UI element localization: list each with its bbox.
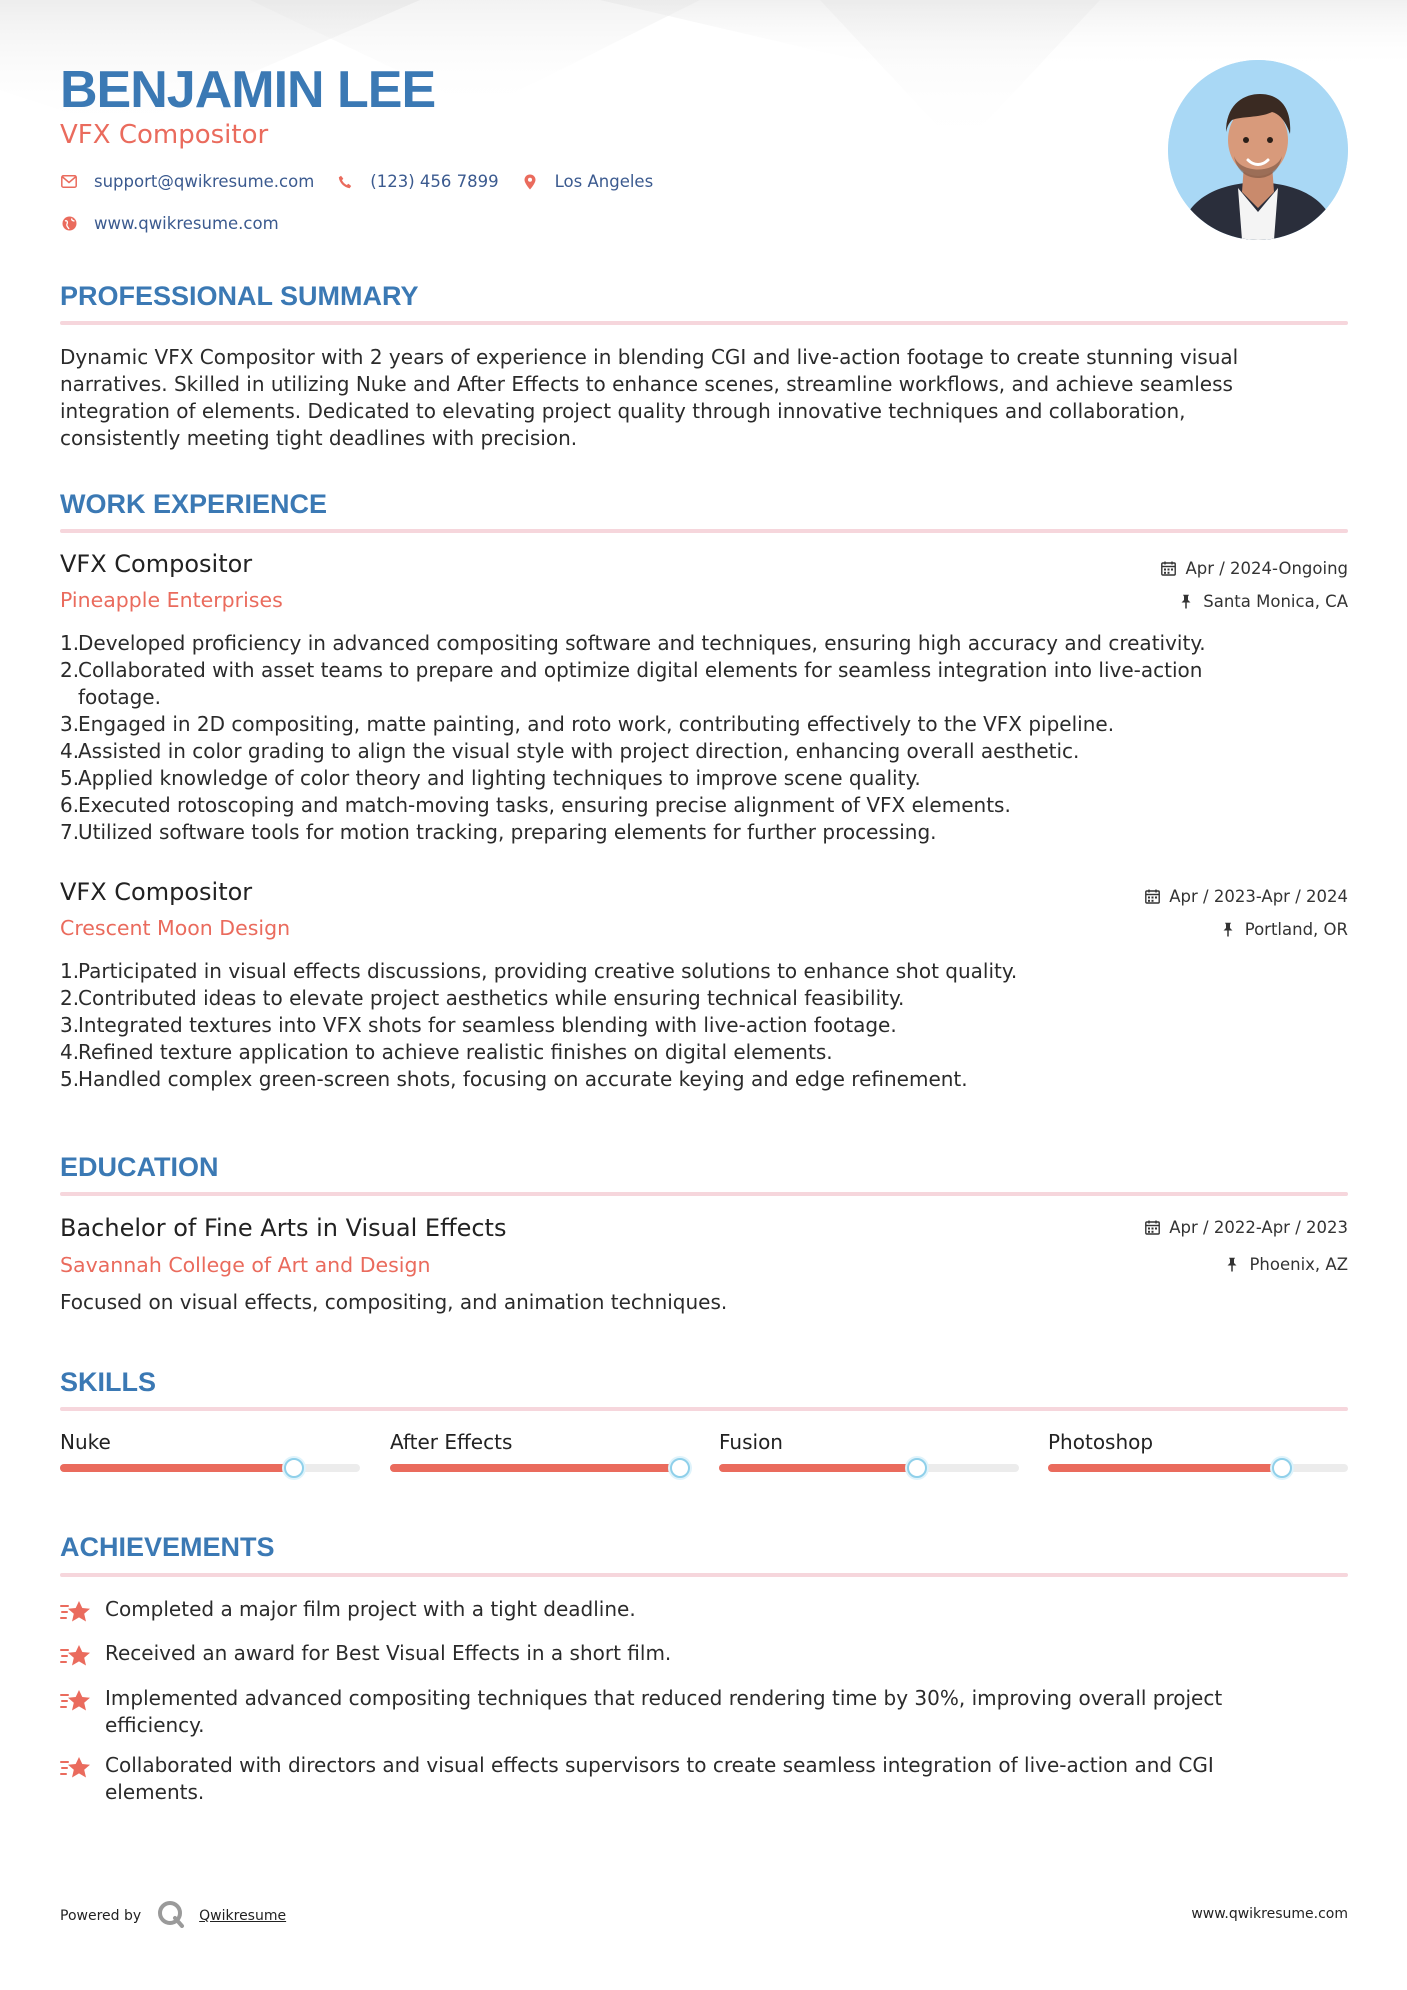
list-item <box>60 819 1348 846</box>
pushpin-icon <box>1225 1257 1241 1273</box>
skill-level-handle[interactable] <box>284 1458 304 1478</box>
education-heading: EDUCATION <box>60 1152 219 1182</box>
achievement-item <box>60 1640 1348 1676</box>
job-location-text: Santa Monica, CA <box>1203 592 1348 611</box>
pushpin-icon <box>1221 922 1237 938</box>
job-dates-text: Apr / 2023-Apr / 2024 <box>1169 887 1348 906</box>
achievements-divider <box>60 1573 1348 1577</box>
candidate-title: VFX Compositor <box>60 120 269 150</box>
contact-phone-text: (123) 456 7899 <box>370 172 499 191</box>
list-item <box>60 711 1348 738</box>
list-item-number: 5. <box>60 766 80 790</box>
pushpin-icon <box>1179 594 1195 610</box>
qwikresume-link[interactable]: Qwikresume <box>199 1908 287 1924</box>
contact-location-text: Los Angeles <box>554 172 654 191</box>
achievement-text: Completed a major film project with a tight deadline. <box>105 1597 636 1621</box>
list-item-number: 3. <box>60 712 80 736</box>
profile-photo <box>1168 60 1348 240</box>
skill-level-track <box>1048 1464 1348 1472</box>
phone-icon <box>336 173 354 191</box>
list-item-text: Contributed ideas to elevate project aesthetics while ensuring technical feasibility. <box>78 986 905 1010</box>
skill-level-fill <box>1048 1464 1282 1472</box>
job-duties-list <box>60 958 1348 1093</box>
footer-powered-by <box>60 1900 286 1932</box>
summary-line: consistently meeting tight deadlines with precision. <box>60 426 578 450</box>
contact-row-secondary <box>60 214 301 233</box>
skill-name: Fusion <box>719 1430 783 1454</box>
list-item-text: Applied knowledge of color theory and lighting techniques to improve scene quality. <box>78 766 921 790</box>
calendar-icon <box>1145 1220 1161 1236</box>
job-location <box>1221 920 1348 939</box>
list-item-number: 2. <box>60 658 80 682</box>
skill-item <box>1048 1430 1348 1472</box>
star-award-icon <box>60 1685 92 1739</box>
list-item-text: Participated in visual effects discussions, providing creative solutions to enhance shot quality. <box>78 959 1018 983</box>
skills-divider <box>60 1407 1348 1411</box>
achievement-text: efficiency. <box>105 1713 205 1737</box>
list-item <box>60 1039 1348 1066</box>
job-dates-text: Apr / 2024-Ongoing <box>1185 559 1348 578</box>
achievement-text: Collaborated with directors and visual effects supervisors to create seamless integration of live-action and CGI <box>105 1753 1214 1777</box>
skill-name: Nuke <box>60 1430 111 1454</box>
achievement-item <box>60 1752 1348 1806</box>
list-item-number: 2. <box>60 986 80 1010</box>
list-item-text: Executed rotoscoping and match-moving tasks, ensuring precise alignment of VFX elements. <box>78 793 1011 817</box>
job-company: Crescent Moon Design <box>60 916 291 940</box>
list-item-number: 6. <box>60 793 80 817</box>
list-item-text: Assisted in color grading to align the visual style with project direction, enhancing overall aesthetic. <box>78 739 1080 763</box>
job-title: VFX Compositor <box>60 550 253 578</box>
education-location <box>1225 1255 1348 1274</box>
skill-name: Photoshop <box>1048 1430 1154 1454</box>
job-dates <box>1161 559 1348 578</box>
job-company: Pineapple Enterprises <box>60 588 283 612</box>
achievement-text: elements. <box>105 1780 205 1804</box>
skills-heading: SKILLS <box>60 1367 157 1397</box>
list-item-number: 5. <box>60 1067 80 1091</box>
list-item-text: Utilized software tools for motion tracking, preparing elements for further processing. <box>78 820 937 844</box>
education-dates-text: Apr / 2022-Apr / 2023 <box>1169 1218 1348 1237</box>
list-item-number: 7. <box>60 820 80 844</box>
list-item-text: Developed proficiency in advanced compositing software and techniques, ensuring high accuracy and creativity. <box>78 631 1206 655</box>
education-divider <box>60 1192 1348 1196</box>
calendar-icon <box>1145 889 1161 905</box>
job-location-text: Portland, OR <box>1244 920 1348 939</box>
calendar-icon <box>1161 561 1177 577</box>
star-award-icon <box>60 1640 92 1676</box>
achievements-heading: ACHIEVEMENTS <box>60 1532 275 1562</box>
job-title: VFX Compositor <box>60 878 253 906</box>
experience-heading: WORK EXPERIENCE <box>60 489 328 519</box>
list-item <box>60 630 1348 657</box>
education-description: Focused on visual effects, compositing, and animation techniques. <box>60 1290 728 1314</box>
skill-level-track <box>60 1464 360 1472</box>
globe-icon <box>60 215 78 233</box>
list-item-text: footage. <box>78 685 161 709</box>
list-item-text: Handled complex green-screen shots, focusing on accurate keying and edge refinement. <box>78 1067 968 1091</box>
job-dates <box>1145 887 1348 906</box>
skill-level-fill <box>719 1464 917 1472</box>
map-pin-icon <box>521 173 539 191</box>
summary-text <box>60 344 1348 452</box>
list-item <box>60 738 1348 765</box>
list-item <box>60 1012 1348 1039</box>
education-dates <box>1145 1218 1348 1237</box>
star-award-icon <box>60 1596 92 1632</box>
education-location-text: Phoenix, AZ <box>1249 1255 1348 1274</box>
skill-name: After Effects <box>390 1430 513 1454</box>
summary-divider <box>60 321 1348 325</box>
list-item <box>60 985 1348 1012</box>
skill-level-handle[interactable] <box>907 1458 927 1478</box>
skill-level-track <box>390 1464 690 1472</box>
contact-website-text: www.qwikresume.com <box>94 214 279 233</box>
summary-line: narratives. Skilled in utilizing Nuke and After Effects to enhance scenes, streamline workflows, and achieve seamless <box>60 372 1233 396</box>
list-item-number: 4. <box>60 1040 80 1064</box>
list-item-number: 1. <box>60 959 80 983</box>
skill-level-track <box>719 1464 1019 1472</box>
list-item-text: Integrated textures into VFX shots for seamless blending with live-action footage. <box>78 1013 897 1037</box>
education-degree: Bachelor of Fine Arts in Visual Effects <box>60 1214 507 1242</box>
qwikresume-logo-icon <box>157 1900 185 1932</box>
summary-line: integration of elements. Dedicated to elevating project quality through innovative techniques and collaboration, <box>60 399 1186 423</box>
envelope-icon <box>60 173 78 191</box>
list-item <box>60 1066 1348 1093</box>
list-item <box>60 792 1348 819</box>
contact-location <box>521 172 654 191</box>
list-item-text: Refined texture application to achieve realistic finishes on digital elements. <box>78 1040 833 1064</box>
contact-phone[interactable] <box>336 172 498 191</box>
contact-email[interactable] <box>60 172 314 191</box>
candidate-name: BENJAMIN LEE <box>60 61 436 119</box>
powered-by-label: Powered by <box>60 1908 142 1924</box>
list-item <box>60 958 1348 985</box>
job-duties-list <box>60 630 1348 846</box>
summary-heading: PROFESSIONAL SUMMARY <box>60 281 419 311</box>
list-item <box>60 765 1348 792</box>
contact-website[interactable] <box>60 214 279 233</box>
achievement-item <box>60 1685 1348 1739</box>
footer-website[interactable]: www.qwikresume.com <box>1191 1906 1348 1922</box>
list-item <box>60 657 1348 711</box>
skill-level-handle[interactable] <box>670 1458 690 1478</box>
list-item-number: 4. <box>60 739 80 763</box>
skill-item <box>60 1430 360 1472</box>
experience-divider <box>60 529 1348 533</box>
skill-item <box>390 1430 690 1472</box>
achievement-item <box>60 1596 1348 1632</box>
education-school: Savannah College of Art and Design <box>60 1253 431 1277</box>
skill-item <box>719 1430 1019 1472</box>
resume-page <box>60 0 1348 1990</box>
achievement-text: Implemented advanced compositing techniques that reduced rendering time by 30%, improving overall project <box>105 1686 1223 1710</box>
list-item-text: Engaged in 2D compositing, matte painting, and roto work, contributing effectively to the VFX pipeline. <box>78 712 1115 736</box>
skill-level-fill <box>60 1464 294 1472</box>
list-item-number: 1. <box>60 631 80 655</box>
list-item-number: 3. <box>60 1013 80 1037</box>
list-item-text: Collaborated with asset teams to prepare and optimize digital elements for seamless integration into live-action <box>78 658 1203 682</box>
contact-row-primary <box>60 172 675 191</box>
skill-level-handle[interactable] <box>1272 1458 1292 1478</box>
summary-line: Dynamic VFX Compositor with 2 years of experience in blending CGI and live-action footage to create stunning visual <box>60 345 1239 369</box>
job-location <box>1179 592 1348 611</box>
achievement-text: Received an award for Best Visual Effects in a short film. <box>105 1641 672 1665</box>
contact-email-text: support@qwikresume.com <box>94 172 315 191</box>
skill-level-fill <box>390 1464 690 1472</box>
star-award-icon <box>60 1752 92 1806</box>
person-portrait-illustration <box>1168 60 1348 240</box>
